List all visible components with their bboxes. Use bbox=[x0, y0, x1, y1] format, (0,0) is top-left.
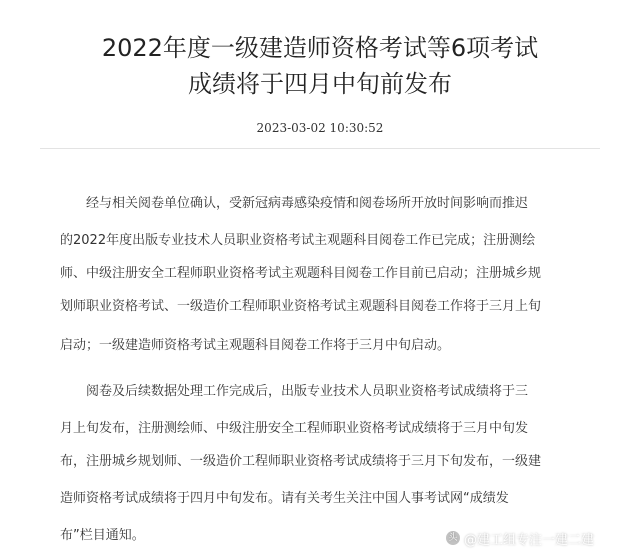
paragraph-line: 布，注册城乡规划师、一级造价工程师职业资格考试成绩将于三月下旬发布，一级建 bbox=[60, 454, 542, 469]
paragraph-line: 师、中级注册安全工程师职业资格考试主观题科目阅卷工作目前已启动；注册城乡规 bbox=[60, 266, 542, 281]
watermark-logo-icon: 头 bbox=[446, 531, 460, 545]
paragraph-line: 布”栏目通知。 bbox=[60, 528, 145, 543]
divider bbox=[40, 148, 600, 149]
paragraph-line: 启动；一级建造师资格考试主观题科目阅卷工作将于三月中旬启动。 bbox=[60, 338, 451, 353]
watermark-text: @建工组专注一建二建 bbox=[464, 532, 595, 548]
article-title bbox=[20, 30, 620, 102]
paragraph-line: 阅卷及后续数据处理工作完成后，出版专业技术人员职业资格考试成绩将于三 bbox=[86, 384, 529, 399]
publish-date: 2023-03-02 10:30:52 bbox=[256, 121, 384, 135]
paragraph-line: 划师职业资格考试、一级造价工程师职业资格考试主观题科目阅卷工作将于三月上旬 bbox=[60, 299, 542, 314]
paragraph-line: 的2022年度出版专业技术人员职业资格考试主观题科目阅卷工作已完成；注册测绘 bbox=[60, 233, 536, 248]
article-title-line: 2022年度一级建造师资格考试等6项考试 bbox=[101, 34, 539, 62]
watermark bbox=[446, 527, 594, 549]
paragraph-line: 经与相关阅卷单位确认，受新冠病毒感染疫情和阅卷场所开放时间影响而推迟 bbox=[86, 196, 529, 211]
article-title-line: 成绩将于四月中旬前发布 bbox=[188, 70, 452, 98]
paragraph-line: 月上旬发布，注册测绘师、中级注册安全工程师职业资格考试成绩将于三月中旬发 bbox=[60, 421, 529, 436]
paragraph-line: 造师资格考试成绩将于四月中旬发布。请有关考生关注中国人事考试网“成绩发 bbox=[60, 491, 509, 506]
